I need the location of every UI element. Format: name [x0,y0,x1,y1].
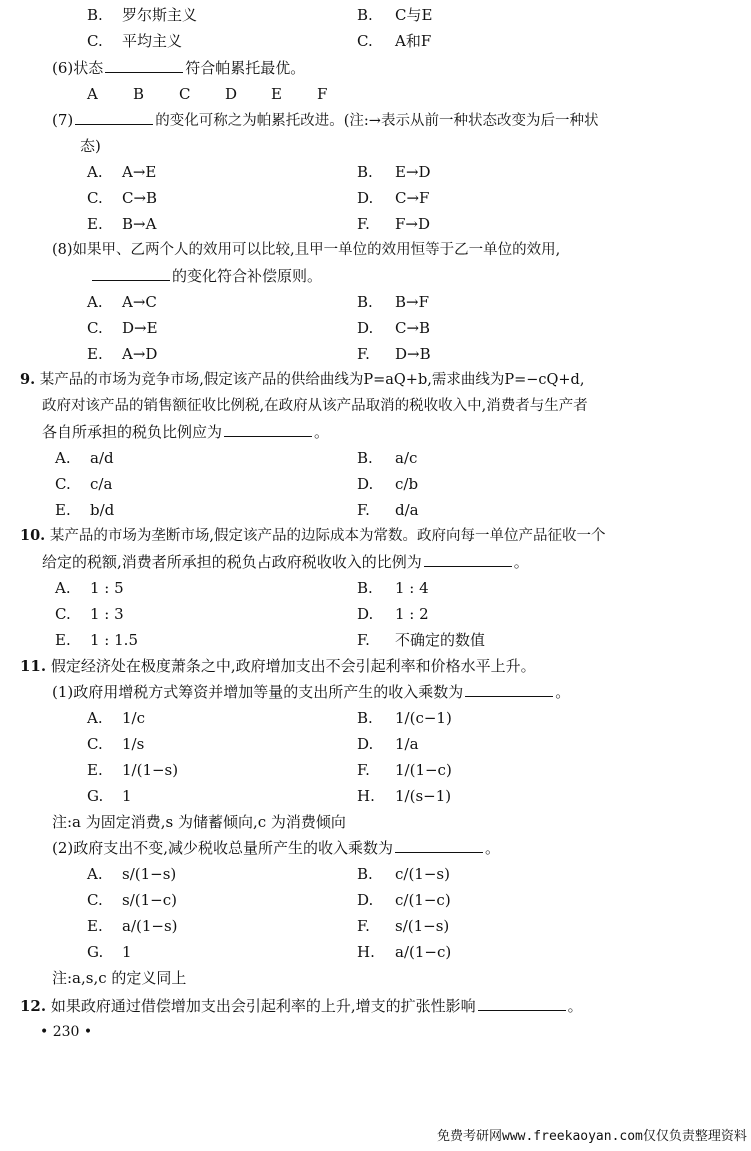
option-text: A→E [122,163,157,181]
option-label: C. [87,891,103,909]
option-text: d/a [395,501,419,519]
answer-blank[interactable] [75,108,153,125]
option-text: 1 : 2 [395,605,429,623]
option-text: s/(1−s) [122,865,177,883]
option-label: C. [55,605,71,623]
choice-letter: C [179,85,191,103]
option-text: c/(1−s) [395,865,450,883]
sub-question-suffix: 的变化符合补偿原则。 [172,267,323,285]
option-label: B. [357,449,373,467]
option-text: 1 : 3 [90,605,124,623]
question-text: 给定的税额,消费者所承担的税负占政府税收收入的比例为 [42,553,422,571]
option-text: 1 : 4 [395,579,429,597]
option-label: H. [357,943,375,961]
option-label: C. [357,32,373,50]
option-label: E. [87,917,103,935]
option-label: C. [87,32,103,50]
sub-question-prefix: (6)状态 [52,59,104,77]
sub-question-prefix: (7) [52,111,74,129]
option-text: 1/(1−s) [122,761,179,779]
question-end: 。 [513,553,529,571]
option-text: 1/(c−1) [395,709,452,727]
option-label: B. [87,6,103,24]
option-text: A和F [395,32,432,50]
option-label: B. [357,709,373,727]
answer-blank[interactable] [424,550,512,567]
option-text: 平均主义 [122,32,183,50]
option-text: 1/(1−c) [395,761,452,779]
question-end: 。 [555,683,571,701]
option-text: A→C [122,293,157,311]
option-label: B. [357,163,373,181]
option-label: G. [87,787,104,805]
option-label: E. [87,215,103,233]
option-text: s/(1−s) [395,917,450,935]
option-label: F. [357,631,370,649]
option-text: a/(1−s) [122,917,178,935]
option-text: C与E [395,6,433,24]
question-text: 某产品的市场为竞争市场,假定该产品的供给曲线为P=aQ+b,需求曲线为P=−cQ+d, [39,372,585,388]
note: 注:a 为固定消费,s 为储蓄倾向,c 为消费倾向 [52,813,346,831]
option-label: A. [87,865,103,883]
note: 注:a,s,c 的定义同上 [52,969,187,987]
option-label: D. [357,475,374,493]
option-text: 1/a [395,735,419,753]
option-label: C. [87,319,103,337]
choice-letter: A [87,85,98,103]
option-text: B→A [122,215,157,233]
sub-question-text: (2)政府支出不变,减少税收总量所产生的收入乘数为 [52,839,394,857]
option-text: D→B [395,345,431,363]
option-text: 罗尔斯主义 [122,6,198,24]
option-label: A. [55,579,71,597]
option-label: H. [357,787,375,805]
question-text-line [42,549,529,575]
question-number: 9. [20,371,36,388]
option-text: F→D [395,215,431,233]
question-text: 各自所承担的税负比例应为 [42,423,223,441]
option-text: a/(1−c) [395,943,452,961]
option-text: D→E [122,319,158,337]
question-text: 政府对该产品的销售额征收比例税,在政府从该产品取消的税收收入中,消费者与生产者 [42,398,588,414]
option-label: F. [357,501,370,519]
option-label: D. [357,319,374,337]
sub-question-text: (1)政府用增税方式筹资并增加等量的支出所产生的收入乘数为 [52,683,464,701]
answer-blank[interactable] [92,264,170,281]
option-text: a/c [395,449,418,467]
option-label: C. [55,475,71,493]
option-label: E. [55,631,71,649]
sub-question-suffix: 的变化可称之为帕累托改进。(注:→表示从前一种状态改变为后一种状 [155,113,599,129]
option-label: E. [55,501,71,519]
choice-letter: E [271,85,282,103]
answer-blank[interactable] [465,680,553,697]
option-label: B. [357,579,373,597]
sub-question-continued: 态) [80,137,101,155]
option-text: C→B [122,189,158,207]
option-label: E. [87,345,103,363]
page-number: • 230 • [40,1024,93,1040]
question-number: 10. [20,527,46,544]
option-text: a/d [90,449,114,467]
option-text: 1 : 5 [90,579,124,597]
option-label: A. [87,709,103,727]
option-label: D. [357,189,374,207]
option-text: C→F [395,189,430,207]
option-label: D. [357,891,374,909]
option-label: A. [87,163,103,181]
option-text: 1/(s−1) [395,787,452,805]
sub-question-11-1 [52,679,570,705]
sub-question-7 [52,107,598,133]
sub-question-8-continued [90,263,322,289]
answer-blank[interactable] [224,420,312,437]
option-label: F. [357,345,370,363]
option-label: C. [87,735,103,753]
choice-letter: B [133,85,145,103]
option-text: C→B [395,319,431,337]
question-number: 11. [20,657,47,675]
option-text: c/b [395,475,419,493]
question-text-line [42,419,329,445]
option-text: 1 [122,787,132,805]
option-label: A. [55,449,71,467]
option-label: D. [357,605,374,623]
option-label: D. [357,735,374,753]
option-label: F. [357,917,370,935]
option-text: A→D [122,345,158,363]
footer-watermark: 免费考研网www.freekaoyan.com仅仅负责整理资料 [437,1129,747,1144]
question-end: 。 [485,839,501,857]
sub-question-8: (8)如果甲、乙两个人的效用可以比较,且甲一单位的效用恒等于乙一单位的效用, [52,242,561,258]
option-text: b/d [90,501,115,519]
question-9 [20,367,584,393]
option-label: C. [87,189,103,207]
question-12 [20,993,583,1019]
option-text: s/(1−c) [122,891,177,909]
option-label: B. [357,6,373,24]
option-text: 1 [122,943,132,961]
question-end: 。 [314,423,330,441]
option-text: 不确定的数值 [395,631,486,649]
option-text: B→F [395,293,429,311]
question-11 [20,653,536,679]
option-text: 1/s [122,735,145,753]
question-end: 。 [567,997,583,1015]
choice-letter: D [225,85,238,103]
option-label: G. [87,943,104,961]
option-text: c/a [90,475,113,493]
option-label: A. [87,293,103,311]
option-label: B. [357,865,373,883]
answer-blank[interactable] [478,994,566,1011]
option-text: E→D [395,163,431,181]
option-label: F. [357,761,370,779]
question-text: 假定经济处在极度萧条之中,政府增加支出不会引起利率和价格水平上升。 [50,657,536,675]
sub-question-suffix: 符合帕累托最优。 [185,59,306,77]
option-label: E. [87,761,103,779]
question-10 [20,523,605,549]
option-text: 1/c [122,709,145,727]
sub-question-11-2 [52,835,500,861]
option-text: 1 : 1.5 [90,631,138,649]
question-number: 12. [20,997,47,1015]
option-label: F. [357,215,370,233]
option-label: B. [357,293,373,311]
question-text: 如果政府通过借偿增加支出会引起利率的上升,增支的扩张性影响 [50,997,476,1015]
answer-blank[interactable] [105,56,183,73]
sub-question-6 [52,55,305,81]
question-text: 某产品的市场为垄断市场,假定该产品的边际成本为常数。政府向每一单位产品征收一个 [49,528,606,544]
answer-blank[interactable] [395,836,483,853]
choice-letter: F [317,85,328,103]
option-text: c/(1−c) [395,891,451,909]
